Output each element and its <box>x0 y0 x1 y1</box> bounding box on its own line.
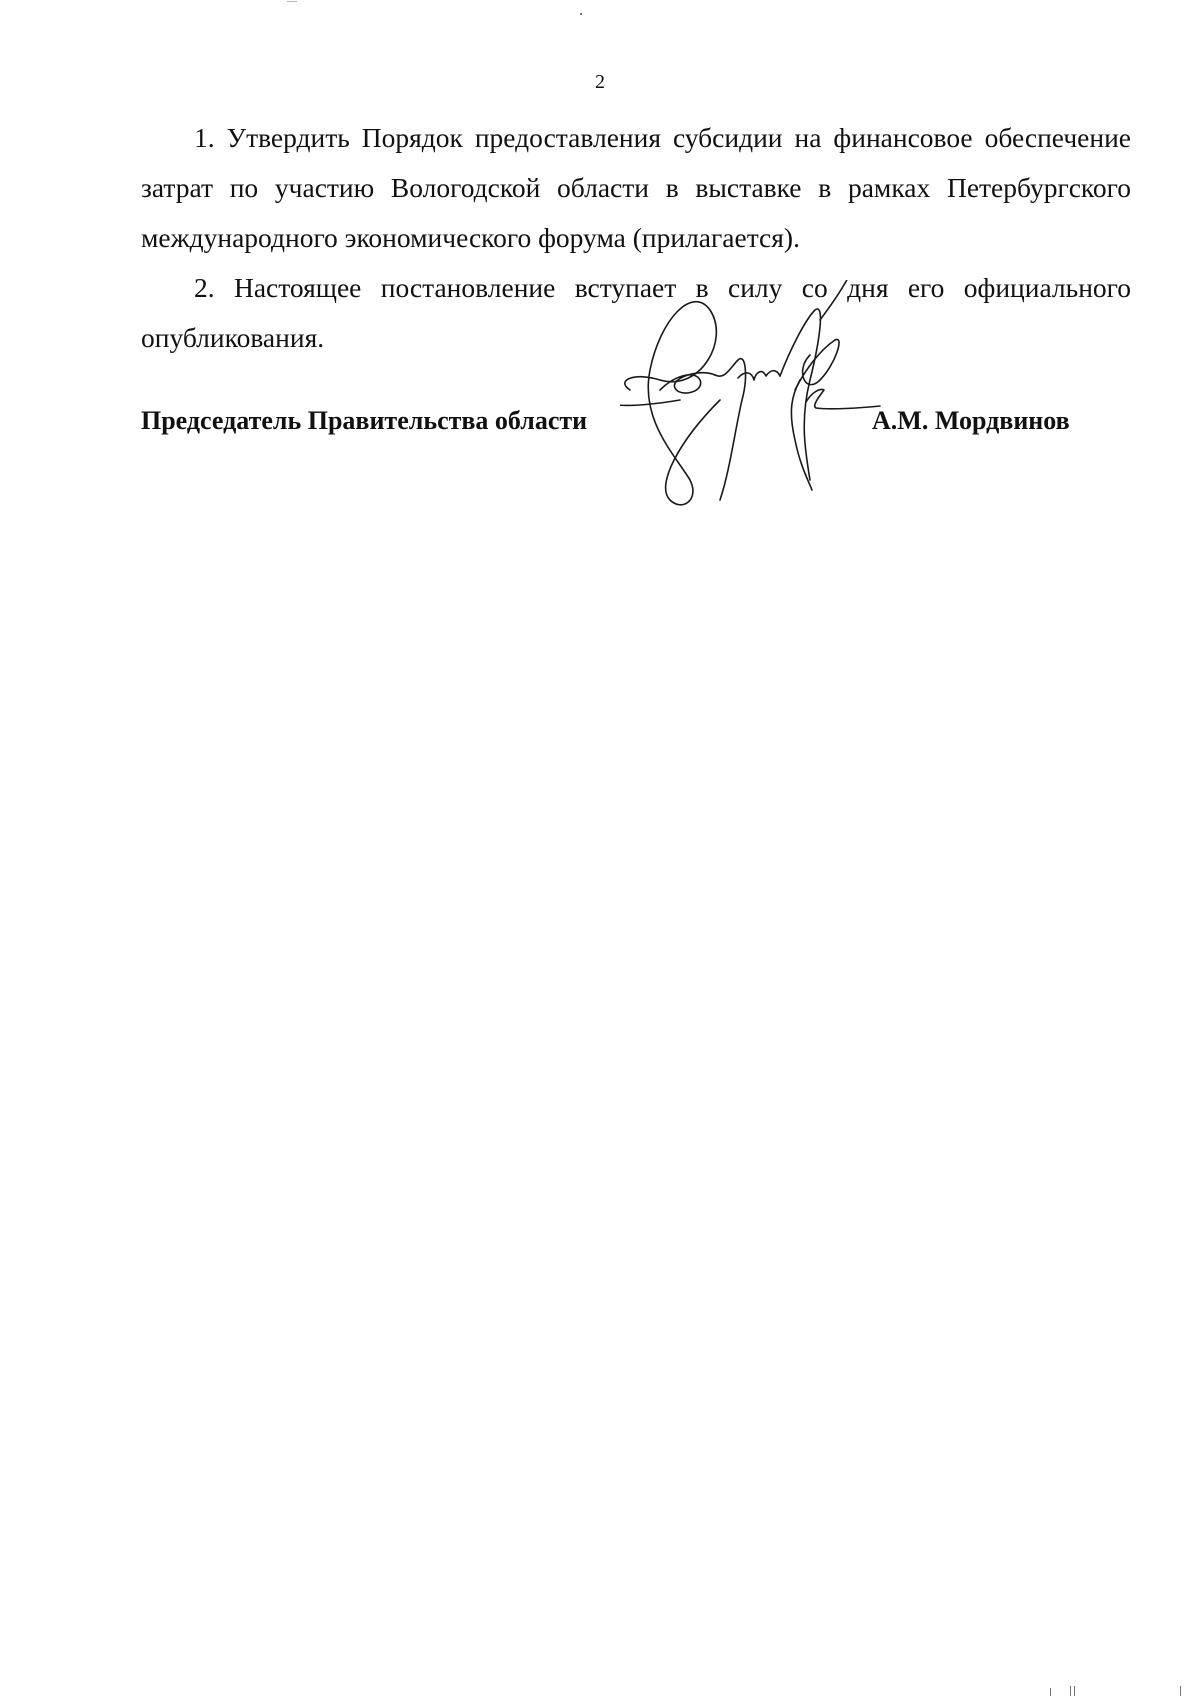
signer-title: Председатель Правительства области <box>141 406 588 435</box>
scan-artifact <box>287 1 297 2</box>
handwritten-signature-icon <box>620 280 900 520</box>
scan-artifact <box>1070 1686 1071 1696</box>
signer-name: А.М. Мордвинов <box>872 406 1070 435</box>
paragraph-approve-procedure: 1. Утвердить Порядок предоставления субсидии на финансовое обеспечение затрат по участию Вологодской области в выставке в рамках Петербургского международного экономического форума (прилагается). <box>141 122 1131 253</box>
scan-artifact <box>1050 1688 1051 1696</box>
scan-artifact <box>1180 1686 1181 1696</box>
scan-artifact <box>1074 1686 1075 1696</box>
scan-artifact <box>580 13 582 15</box>
page-number: 2 <box>595 71 605 93</box>
signature-block <box>141 398 1091 444</box>
paragraph-effective-date: 2. Настоящее постановление вступает в силу со дня его официального опубликования. <box>141 272 1131 353</box>
